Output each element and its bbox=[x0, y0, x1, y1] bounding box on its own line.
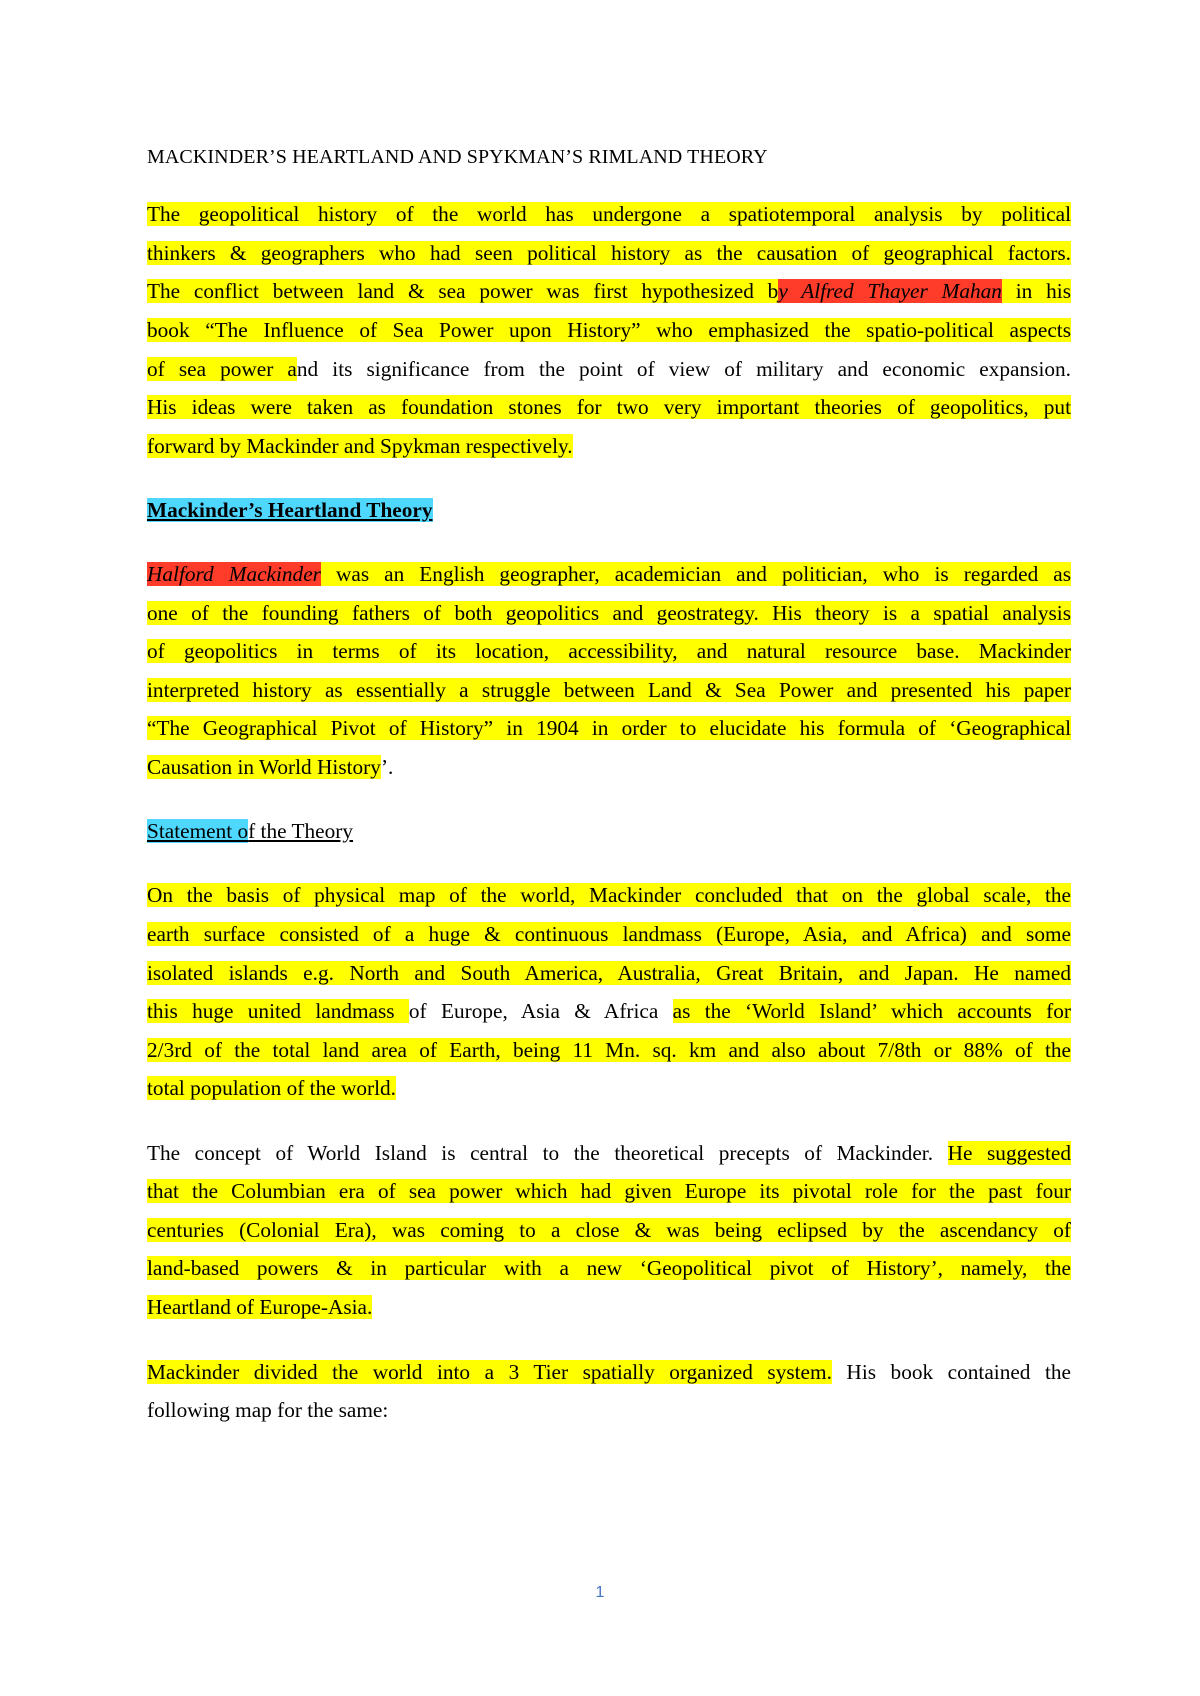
intro-line-1: The geopolitical history of the world has undergone a spatiotemporal analysis by political bbox=[147, 202, 1071, 226]
page-number: 1 bbox=[595, 1584, 605, 1601]
concept-line-3: centuries (Colonial Era), was coming to a close & was being eclipsed by the ascendancy of bbox=[147, 1218, 1071, 1242]
document-title: MACKINDER’S HEARTLAND AND SPYKMAN’S RIMLAND THEORY bbox=[147, 146, 768, 168]
concept-line-2: that the Columbian era of sea power which had given Europe its pivotal role for the past four bbox=[147, 1179, 1071, 1203]
intro-line-5: of sea power and its significance from the point of view of military and economic expansion. bbox=[147, 357, 1071, 381]
intro-line-6: His ideas were taken as foundation stones for two very important theories of geopolitics, put bbox=[147, 395, 1071, 419]
statement-line-4: this huge united landmass of Europe, Asia & Africa as the ‘World Island’ which accounts for bbox=[147, 999, 1071, 1023]
bio-line-4: interpreted history as essentially a struggle between Land & Sea Power and presented his paper bbox=[147, 678, 1071, 702]
author-name-mackinder: Halford Mackinder bbox=[147, 562, 321, 586]
concept-line-5: Heartland of Europe-Asia. bbox=[147, 1295, 373, 1319]
tier-line-1: Mackinder divided the world into a 3 Tier spatially organized system. His book contained the bbox=[147, 1360, 1071, 1384]
concept-line-1: The concept of World Island is central to the theoretical precepts of Mackinder. He suggested bbox=[147, 1141, 1071, 1165]
bio-line-3: of geopolitics in terms of its location, accessibility, and natural resource base. Mackinder bbox=[147, 639, 1071, 663]
statement-line-5: 2/3rd of the total land area of Earth, being 11 Mn. sq. km and also about 7/8th or 88% of the bbox=[147, 1038, 1071, 1062]
bio-line-1: Halford Mackinder was an English geographer, academician and politician, who is regarded as bbox=[147, 562, 1071, 586]
tier-line-2: following map for the same: bbox=[147, 1398, 389, 1422]
statement-line-1: On the basis of physical map of the world, Mackinder concluded that on the global scale, the bbox=[147, 883, 1071, 907]
statement-line-3: isolated islands e.g. North and South America, Australia, Great Britain, and Japan. He named bbox=[147, 961, 1071, 985]
bio-line-6: Causation in World History’. bbox=[147, 755, 394, 779]
bio-line-2: one of the founding fathers of both geopolitics and geostrategy. His theory is a spatial analysis bbox=[147, 601, 1071, 625]
statement-line-2: earth surface consisted of a huge & continuous landmass (Europe, Asia, and Africa) and some bbox=[147, 922, 1071, 946]
intro-line-2: thinkers & geographers who had seen political history as the causation of geographical factors. bbox=[147, 241, 1071, 265]
statement-line-6: total population of the world. bbox=[147, 1076, 397, 1100]
section-heading-statement: Statement of the Theory bbox=[147, 819, 354, 843]
section-heading-heartland: Mackinder’s Heartland Theory bbox=[147, 498, 433, 522]
bio-line-5: “The Geographical Pivot of History” in 1904 in order to elucidate his formula of ‘Geographical bbox=[147, 716, 1071, 740]
intro-line-7: forward by Mackinder and Spykman respectively. bbox=[147, 434, 573, 458]
intro-line-4: book “The Influence of Sea Power upon History” who emphasized the spatio-political aspects bbox=[147, 318, 1071, 342]
intro-line-3: The conflict between land & sea power was first hypothesized by Alfred Thayer Mahan in his bbox=[147, 279, 1071, 303]
concept-line-4: land-based powers & in particular with a new ‘Geopolitical pivot of History’, namely, the bbox=[147, 1256, 1071, 1280]
author-name-mahan: y Alfred Thayer Mahan bbox=[778, 279, 1002, 303]
